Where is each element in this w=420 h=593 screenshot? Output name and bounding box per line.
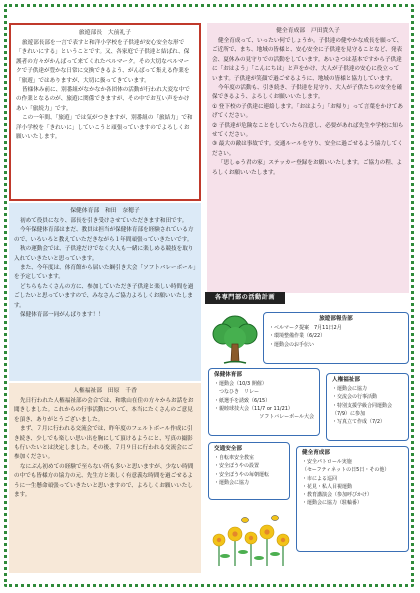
tree-icon: [210, 310, 260, 366]
list-item: ・花見・私人目視運動: [302, 483, 353, 490]
list-item: ・運動会に協力: [332, 386, 368, 392]
box3-paragraph: どちらもたくさんの方に、参加していただき子供達と楽しい時間を過ごしたいと思っていますので、みなさんご協力よろしくお願いいたします。: [14, 283, 194, 309]
box1-paragraph: この一年間、「旅遊」では気がつきますが、別番組の「旅結力」で和洋小学校を「きれいに」していこうと頑張っていますのでよろしくお願いいたします。: [16, 115, 193, 141]
list-item: ・交流会の行事活動: [332, 394, 378, 401]
box1-paragraph: 皆様休み前に、別番組がなかなか各団体の活動が行われ大変な中での作業となるのが、旅遊に関係できますが、その中でお互い声をかけあい「旅続力」です。: [16, 87, 190, 112]
list-item: ・自転車安全教室: [214, 455, 255, 461]
section-jinken-fukushi: [326, 373, 409, 441]
box2-list-item: ② 子供達が危険なことをしていたら注意し、必要があれば先生や学校に知らせてください。: [212, 122, 404, 139]
section-kenzen-ikusei: [296, 446, 409, 552]
box2-paragraph: 健全育成って、いったい何でしょうか。子供達の健やかな成長を願って、ご近所で、まち、地域の皆様と、安心安全に子供達を見守ることなど、発表会、夏休みの見守りでの活動をしています。あいさつは基本ですから子供達に「おはよう」「こんにちは」と声をかけ、大人が子供達の安心に役立っています。子供達が笑顔で過ごせるように、地域の皆様と協力しています。: [212, 38, 403, 82]
box-hoken-taiiku: [9, 203, 201, 381]
box3-paragraph: 秋の運動会では、子供達だけでなく大人も一緒に楽しめる競技を取り入れていきたいと思っています。: [14, 246, 194, 262]
box3-paragraph: 保健体育部一同がんばります！！: [20, 312, 104, 319]
list-item: ・紙選手を誘致（6/15）: [214, 397, 271, 404]
box1-heading: 旅遊部長 大前礼子: [78, 30, 132, 36]
box3-paragraph: 今年保健体育部はまだ、教員は担当が保健体育部を経験されている方ので、いろいろと教えていただきながら１年間頑張っていきたいです。: [14, 227, 194, 243]
list-item: ソフトバレーボール大会: [254, 414, 314, 421]
list-item: ・親睦球技大会（11/7 or 11/21）: [214, 405, 293, 412]
list-item: （セーフティネットの日5日・その他）: [302, 467, 390, 474]
box-jinken-fukushi: [9, 383, 201, 573]
list-item: ・特別支援学級合同運動会（7/9）に参加: [332, 402, 393, 417]
section-kankyo: [263, 312, 409, 364]
list-item: ・環境整備作業（6/22）: [269, 333, 326, 340]
section-title: 人権福祉部: [332, 377, 360, 383]
box-kenzen-ikusei: [207, 23, 409, 293]
box2-list-item: ③ 最大の敵は事故です。交通ルールを守り、安全に過ごせるよう協力してください。: [212, 141, 403, 157]
list-item: ・運動会に協力: [214, 479, 250, 486]
list-item: ・安全ぼうやの毎朝運転: [214, 471, 270, 478]
box4-paragraph: 先日行われた人権福祉部の会合では、和歌山在住の方々からお話をお聞きしました。これからの行事活動について、本当にたくさんのご意見を頂き、ありがとうございました。: [14, 398, 194, 423]
box3-heading: 保健体育部 和田 奈穂子: [70, 208, 140, 214]
box4-paragraph: なにぶん初めての経験で至らない所も多いと思いますが、少ない時間の中でも皆様方の協力の元、先生方と楽しく有意義な時間を過ごせるように一生懸命頑張っていきたいと思いますので、よろしくお願いいたします。: [14, 463, 194, 499]
section-kotsu-anzen: [208, 442, 290, 500]
list-item: ・教育講演会（参加呼びかけ）: [302, 492, 373, 499]
section-title: 保健体育部: [214, 372, 242, 378]
list-item: ・安全パトロール実施: [302, 459, 352, 465]
section-title: 旅遊部報告部: [319, 316, 353, 322]
box3-paragraph: また、今年度は、体育館から届いた綱引き大会「ソフトバレーボール」を予定しています。: [14, 265, 196, 281]
flowers-icon: [209, 512, 293, 566]
list-item: ・ベルマーク提案 7月11日2月: [269, 325, 342, 331]
list-item: ・写真立て作成（7/2）: [332, 419, 386, 426]
section-title: 交通安全部: [214, 446, 242, 452]
box2-heading: 健全育成部 戸田貴久子: [276, 28, 340, 34]
box4-paragraph: まず、７月に行われる交流会では、昨年度のフェルトボール作成に引き続き、少しでも楽しい思い出を胸にして頂けるようにと、写真の撮影も行いたいとは決定しました。その後、７月９日に行われる交流会にご参加ください。: [14, 426, 194, 461]
activity-plan-banner: 各専門部の活動計画: [205, 292, 285, 304]
list-item: ・運動会に協力（駐輪番）: [302, 500, 363, 507]
box-kankyo-seibi: [9, 23, 201, 201]
list-item: ・安全ぼうやの設置: [214, 463, 260, 470]
box1-paragraph: 旅遊部長部を一言で表すと和洋小学校を子供達が安心安全な形で「きれいにする」ということです。又、各家庭で子供達と結ばれ、保護者の方々がかんばって来てくれたベルマーク。その大切なベルマークで子供達が豊かな日常に交換できるよう、がんばって集える作業を「旅遊」ではありますが、大切に扱ってきています。: [16, 40, 190, 84]
list-item: つなひき リレー: [214, 389, 260, 396]
list-item: ・市による巡回: [302, 475, 338, 482]
list-item: ・運動会（10/3 開催）: [214, 381, 267, 387]
section-hoken-taiiku: [208, 368, 320, 436]
box2-paragraph: 今年度の活動も、引き続き、子供達を見守り、大人が子供たちの安全を確保できるよう、よろしくお願いいたします。: [212, 85, 403, 101]
box4-heading: 人権福祉部 田原 千香: [73, 388, 137, 394]
list-item: ・運動会のお手伝い: [269, 341, 315, 348]
section-title: 健全育成部: [302, 450, 330, 456]
box2-list-item: ① 登下校の子供達に連絡します。「おはよう」「お帰り」って言葉をかけてあげてください。: [212, 103, 403, 120]
box3-paragraph: 初めて役員になり、部長を引き受けさせていただきます和田です。: [20, 218, 188, 224]
box2-closing: 「思しゅう君の家」ステッカー登録をお願いいたします。ご協力の程、よろしくお願いいたします。: [212, 160, 403, 176]
